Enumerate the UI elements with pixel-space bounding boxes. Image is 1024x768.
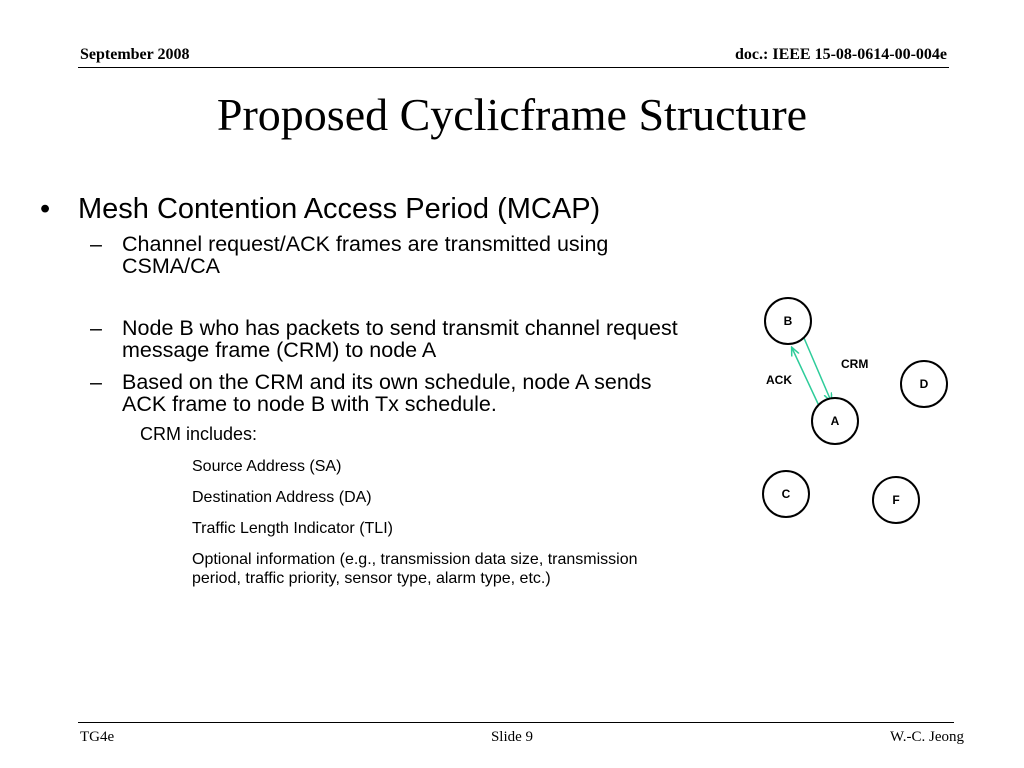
bullet-dot-icon: • xyxy=(40,193,51,225)
crm-item-tli: Traffic Length Indicator (TLI) xyxy=(192,520,393,537)
crm-item-sa: Source Address (SA) xyxy=(192,458,342,475)
dash-icon: – xyxy=(90,316,102,340)
node-a-label: A xyxy=(830,414,840,428)
crm-item-da: Destination Address (DA) xyxy=(192,489,372,506)
dash-icon: – xyxy=(90,232,102,256)
header-date: September 2008 xyxy=(80,46,190,63)
sub-bullet-ack xyxy=(40,371,680,415)
node-b xyxy=(765,298,811,344)
crm-item-optional: Optional information (e.g., transmission data size, transmission period, traffic priority, sensor type, alarm type, etc.) xyxy=(192,551,638,587)
sub-bullet-text: Based on the CRM and its own schedule, node A sends ACK frame to node B with Tx schedule. xyxy=(122,370,652,416)
sub-bullet-crm-send xyxy=(40,317,680,361)
dash-icon: – xyxy=(90,370,102,394)
bullet-mcap xyxy=(40,193,680,225)
sub-bullet-text: Channel request/ACK frames are transmitted using CSMA/CA xyxy=(122,232,609,278)
node-c-label: C xyxy=(781,487,791,501)
mesh-network-diagram xyxy=(700,280,1000,560)
footer-group: TG4e xyxy=(80,729,115,745)
ack-arrow xyxy=(792,348,820,408)
crm-arrow xyxy=(804,338,831,401)
node-f xyxy=(873,477,919,523)
slide-title: Proposed Cyclicframe Structure xyxy=(216,89,808,140)
node-d xyxy=(901,361,947,407)
node-b-label: B xyxy=(783,314,793,328)
node-f-label: F xyxy=(892,493,900,507)
footer-slide-number: Slide 9 xyxy=(490,729,534,745)
bullet-mcap-text: Mesh Contention Access Period (MCAP) xyxy=(78,193,601,225)
crm-label: CRM xyxy=(841,357,869,371)
header-doc-id: doc.: IEEE 15-08-0614-00-004e xyxy=(735,46,947,63)
node-d-label: D xyxy=(919,377,929,391)
slide-body xyxy=(40,193,680,588)
sub-bullet-text: Node B who has packets to send transmit channel request message frame (CRM) to node A xyxy=(122,316,678,362)
footer-author: W.-C. Jeong xyxy=(889,729,964,745)
sub-bullet-csma xyxy=(40,233,680,277)
ack-label: ACK xyxy=(766,373,792,387)
node-c xyxy=(763,471,809,517)
header-divider xyxy=(78,67,949,68)
crm-includes-heading: CRM includes: xyxy=(140,424,258,444)
node-a xyxy=(812,398,858,444)
footer-divider xyxy=(78,722,954,723)
